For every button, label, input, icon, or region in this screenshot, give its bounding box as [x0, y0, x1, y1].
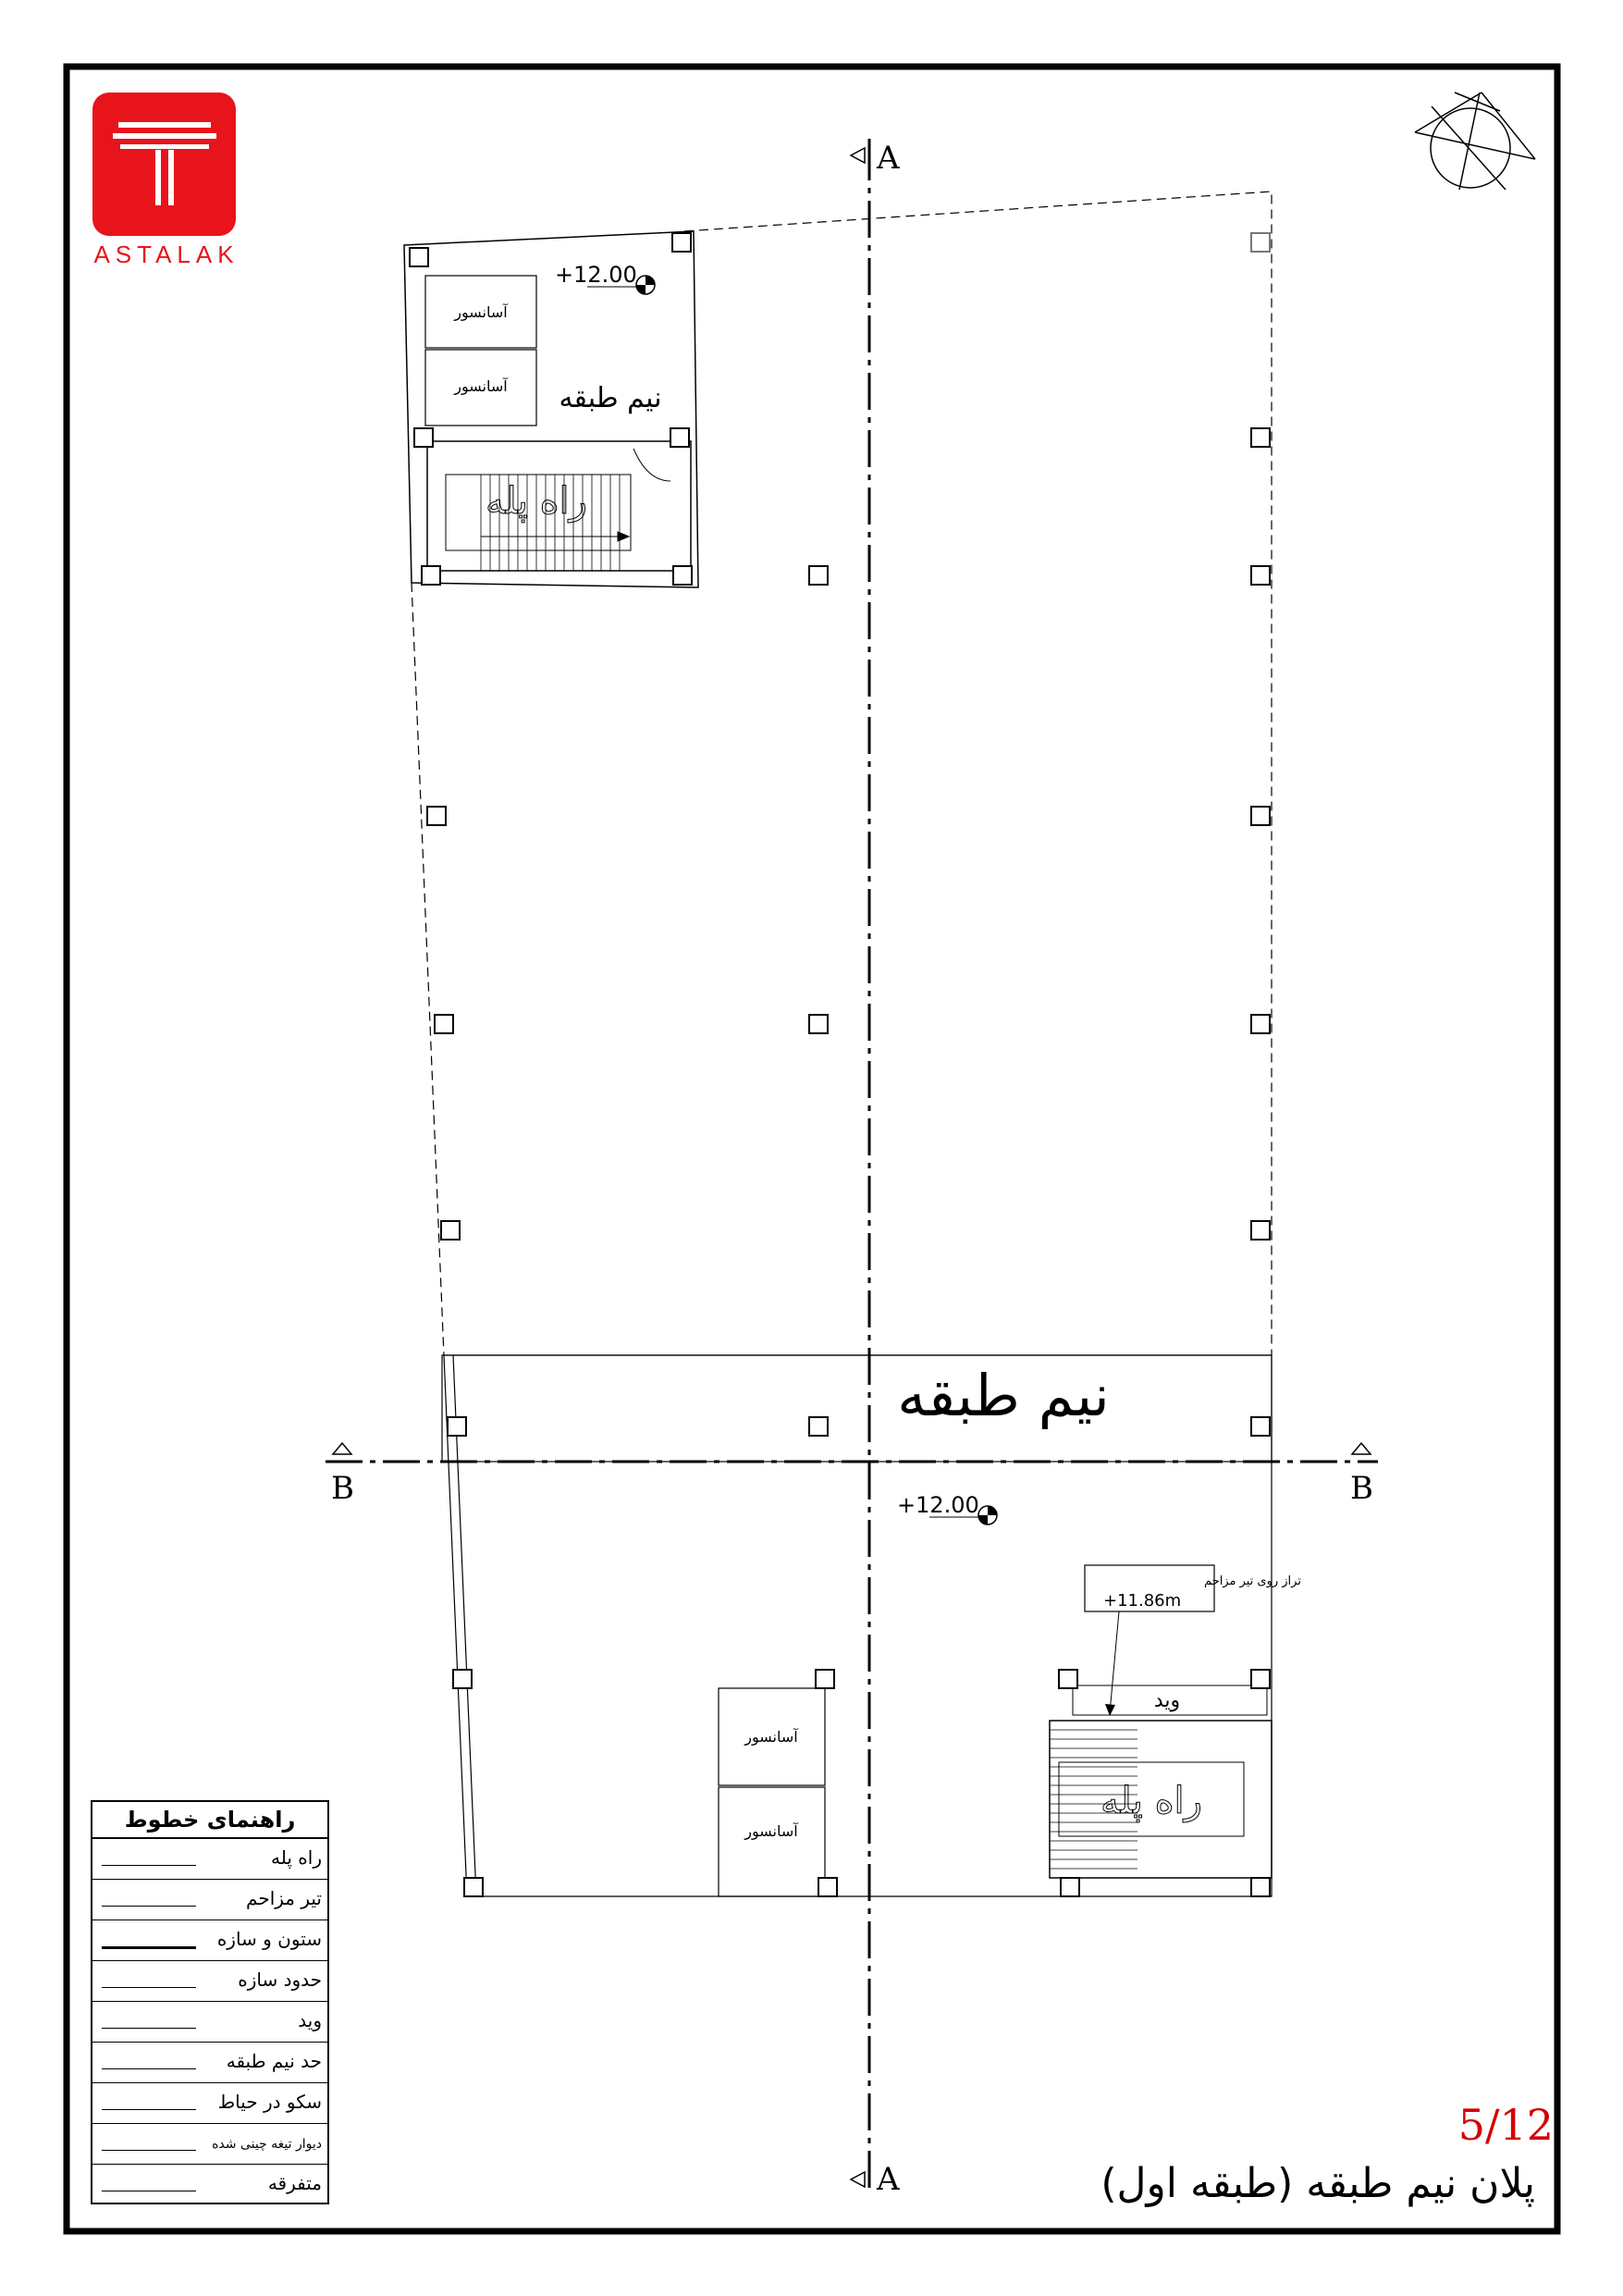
upper-elevators	[425, 276, 536, 426]
sheet-number: 5/12	[1457, 2100, 1554, 2150]
legend-label: ستون و سازه	[216, 1928, 322, 1950]
building-outline	[404, 191, 1272, 1896]
legend-row	[92, 1839, 327, 1880]
section-marker-a-bottom	[851, 2155, 869, 2188]
elevator-label-lower-1: آسانسور	[744, 1728, 798, 1746]
section-a-bottom-label: A	[877, 2161, 900, 2198]
mezzanine-label-upper: نیم طبقه	[559, 382, 662, 414]
legend-row	[92, 2083, 327, 2124]
north-arrow-icon	[1415, 93, 1535, 190]
elevator-label-lower-2: آسانسور	[744, 1822, 798, 1840]
brand-name: ASTALAK	[93, 241, 240, 268]
legend-label: تیر مزاحم	[246, 1887, 322, 1909]
legend-row	[92, 1920, 327, 1961]
lower-elevators	[719, 1688, 825, 1896]
section-marker-b-left	[333, 1443, 351, 1454]
section-marker-a-top	[851, 139, 869, 171]
legend-row	[92, 2043, 327, 2083]
elevator-label-upper-2: آسانسور	[454, 377, 508, 395]
stair-label-lower: راه پله	[1100, 1780, 1202, 1822]
legend-line-sample	[102, 2109, 196, 2110]
legend-label: راه پله	[271, 1846, 322, 1869]
legend-line-sample	[102, 1987, 196, 1988]
legend-row	[92, 2002, 327, 2043]
legend-label: دیوار تیغه چینی شده	[212, 2137, 322, 2152]
legend-label: سکو در حیاط	[217, 2091, 322, 2113]
legend-row	[92, 1961, 327, 2002]
mezzanine-label-center: نیم طبقه	[897, 1362, 1110, 1429]
section-b-left-label: B	[331, 1470, 354, 1507]
legend-label: متفرقه	[267, 2172, 322, 2194]
legend-line-sample	[102, 2028, 196, 2029]
legend-label: حد نیم طبقه	[226, 2050, 322, 2072]
line-legend	[91, 1800, 329, 2204]
upper-level-text: +12.00	[555, 262, 637, 288]
legend-line-sample	[102, 1865, 196, 1866]
beam-level-text: +11.86m	[1103, 1591, 1182, 1611]
legend-line-sample	[102, 2068, 196, 2069]
logo-mark	[92, 93, 236, 236]
legend-label: حدود سازه	[238, 1969, 322, 1991]
legend-label: وید	[298, 2009, 322, 2031]
astalak-logo	[92, 93, 240, 268]
legend-row	[92, 2124, 327, 2165]
lower-level-text: +12.00	[897, 1492, 979, 1518]
stair-label-upper: راه پله	[486, 480, 587, 523]
elevator-label-upper-1: آسانسور	[454, 303, 508, 321]
void-label: وید	[1153, 1689, 1181, 1712]
legend-row	[92, 2165, 327, 2205]
legend-row	[92, 1880, 327, 1920]
legend-title: راهنمای خطوط	[92, 1802, 327, 1839]
legend-line-sample	[102, 2150, 196, 2151]
section-marker-b-right	[1352, 1443, 1371, 1454]
sheet-title: پلان نیم طبقه (طبقه اول)	[1100, 2160, 1535, 2207]
beam-note-label: تراز روی تیر مزاحم	[1204, 1574, 1301, 1588]
section-a-top-label: A	[877, 140, 900, 177]
beam-note	[1085, 1565, 1214, 1716]
section-b-right-label: B	[1350, 1470, 1373, 1507]
legend-line-sample	[102, 1906, 196, 1907]
logo-t-icon	[92, 93, 236, 236]
legend-line-sample	[102, 1946, 196, 1949]
